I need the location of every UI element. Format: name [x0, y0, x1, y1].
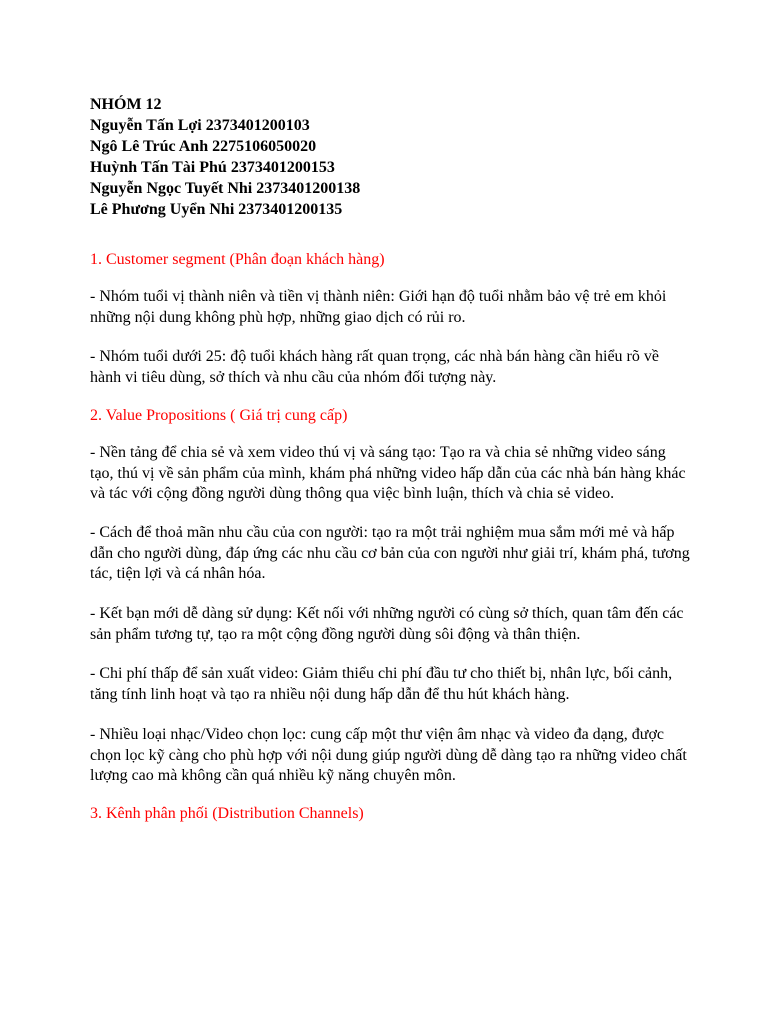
- group-name: NHÓM 12: [90, 96, 162, 113]
- paragraph: - Nhóm tuổi vị thành niên và tiền vị thành niên: Giới hạn độ tuổi nhằm bảo vệ trẻ em khỏi những nội dung không phù hợp, những giao dịch có rủi ro.: [90, 288, 667, 326]
- paragraph: - Nhiều loại nhạc/Video chọn lọc: cung cấp một thư viện âm nhạc và video đa dạng, được chọn lọc kỹ càng cho phù hợp với nội dung giúp người dùng dễ dàng tạo ra những video chất lượng cao mà không cần quá nhiều kỹ năng chuyên môn.: [90, 725, 687, 785]
- section-heading-value-propositions: 2. Value Propositions ( Giá trị cung cấp): [90, 406, 348, 424]
- paragraph: - Cách để thoả mãn nhu cầu của con người: tạo ra một trải nghiệm mua sắm mới mẻ và hấp dẫn cho người dùng, đáp ứng các nhu cầu cơ bản của con người như giải trí, khám phá, tương tác, tiện lợi và cá nhân hóa.: [90, 523, 690, 583]
- document-page: [90, 94, 690, 824]
- paragraph: - Nhóm tuổi dưới 25: độ tuổi khách hàng rất quan trọng, các nhà bán hàng cần hiểu rõ về hành vi tiêu dùng, sở thích và nhu cầu của nhóm đối tượng này.: [90, 348, 659, 387]
- group-header: [90, 94, 690, 220]
- paragraph: - Chi phí thấp để sản xuất video: Giảm thiểu chi phí đầu tư cho thiết bị, nhân lực, bối cảnh, tăng tính linh hoạt và tạo ra nhiều nội dung hấp dẫn để thu hút khách hàng.: [90, 665, 673, 704]
- member-line: Nguyễn Tấn Lợi 2373401200103: [90, 117, 310, 134]
- paragraph: - Nền tảng để chia sẻ và xem video thú vị và sáng tạo: Tạo ra và chia sẻ những video sáng tạo, thú vị về sản phẩm của mình, khám phá những video hấp dẫn của các nhà bán hàng khác và tác với cộng đồng người dùng thông qua việc bình luận, thích và chia sẻ video.: [90, 443, 686, 503]
- section-heading-distribution-channels: 3. Kênh phân phối (Distribution Channels): [90, 804, 364, 822]
- section-heading-customer-segment: 1. Customer segment (Phân đoạn khách hàng): [90, 251, 385, 268]
- member-line: Lê Phương Uyển Nhi 2373401200135: [90, 201, 343, 218]
- member-line: Ngô Lê Trúc Anh 2275106050020: [90, 138, 317, 155]
- paragraph: - Kết bạn mới dễ dàng sử dụng: Kết nối với những người có cùng sở thích, quan tâm đến các sản phẩm tương tự, tạo ra một cộng đồng người dùng sôi động và thân thiện.: [90, 605, 684, 643]
- member-line: Huỳnh Tấn Tài Phú 2373401200153: [90, 159, 335, 176]
- member-line: Nguyễn Ngọc Tuyết Nhi 2373401200138: [90, 180, 361, 197]
